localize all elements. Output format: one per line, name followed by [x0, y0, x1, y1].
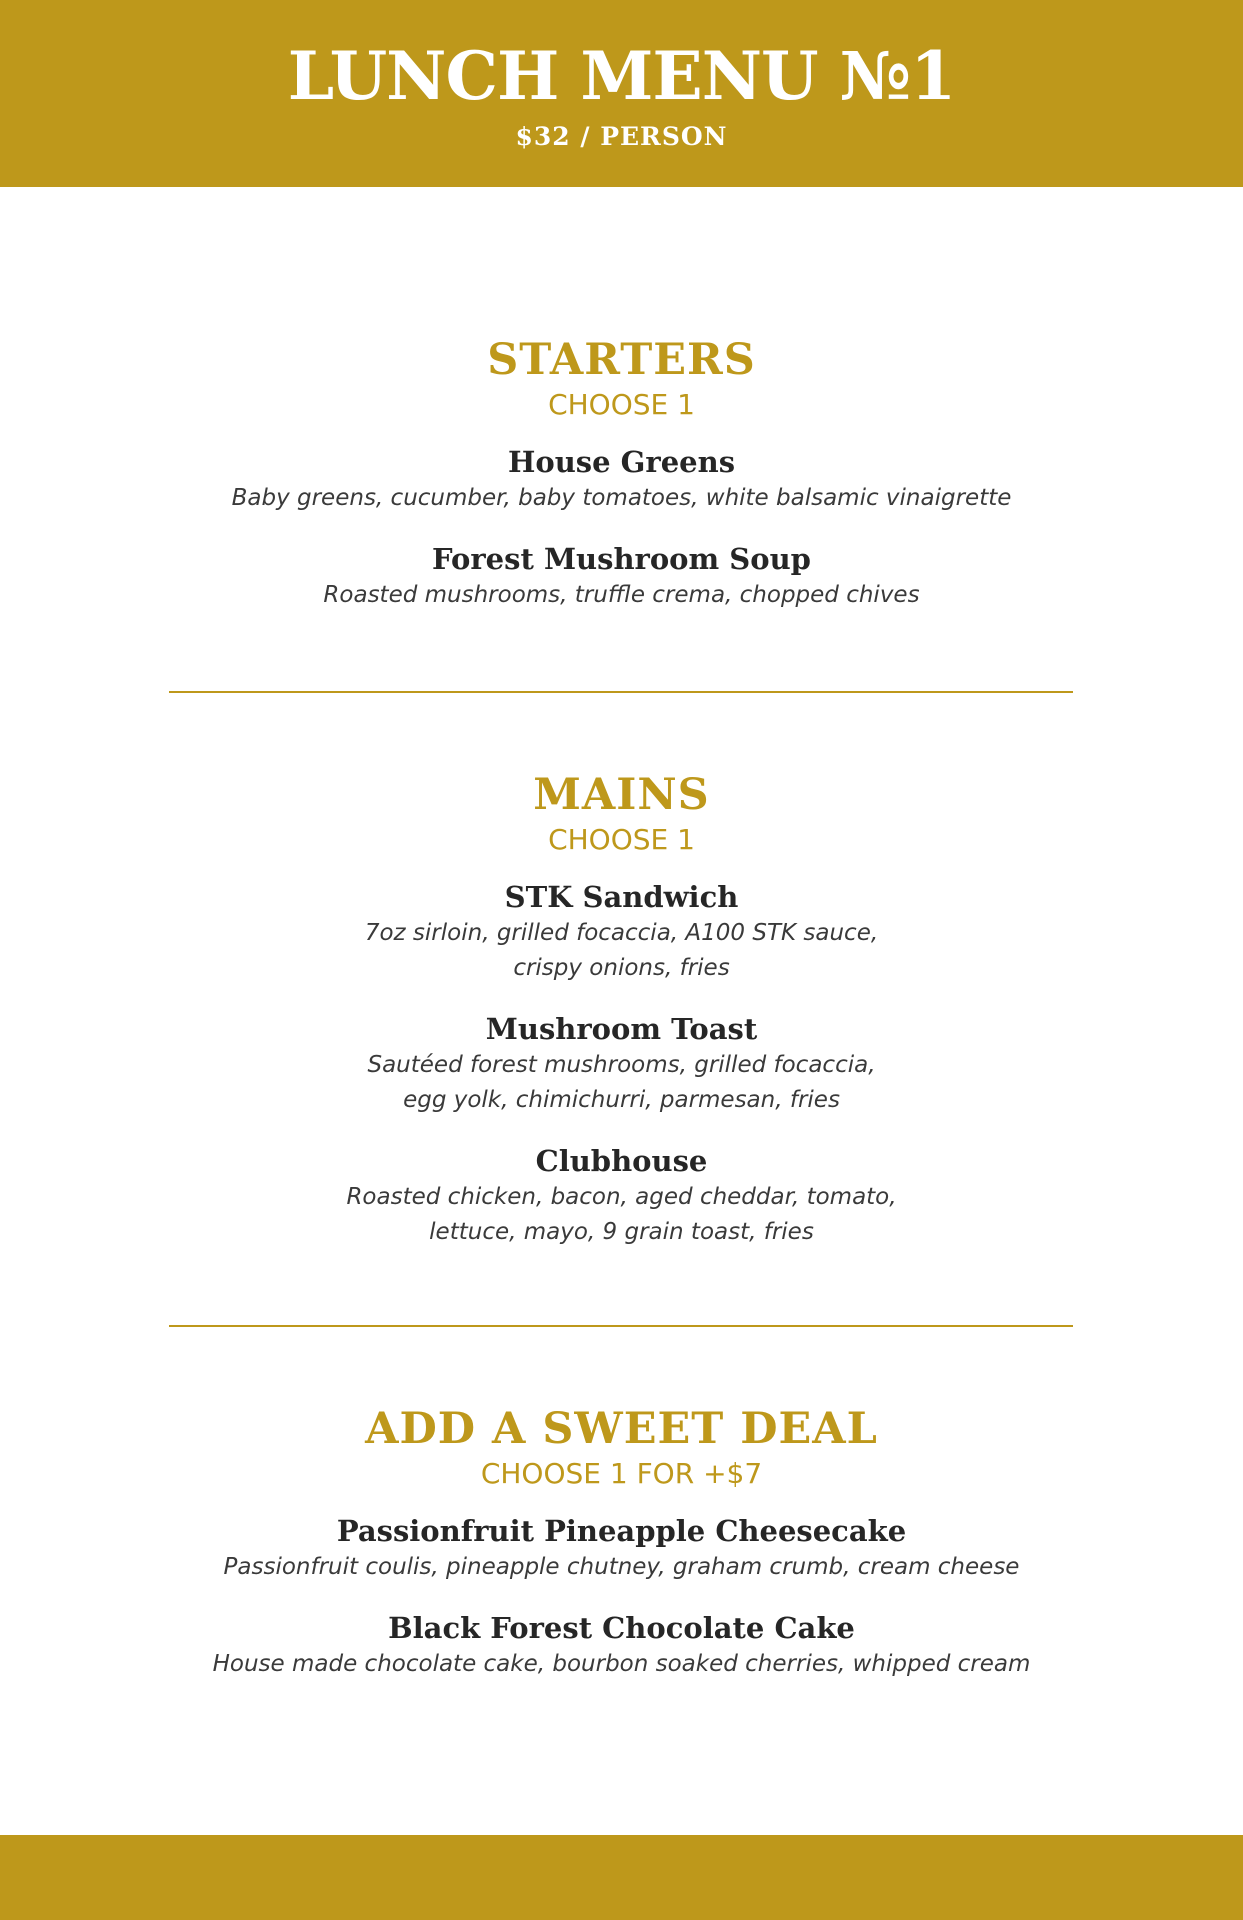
- item-name: Forest Mushroom Soup: [432, 542, 811, 576]
- menu-item: [0, 1010, 1243, 1118]
- item-name: Clubhouse: [535, 1144, 708, 1178]
- menu-item: [0, 540, 1243, 613]
- menu-title: LUNCH MENU №1: [287, 37, 956, 115]
- item-description: 7oz sirloin, grilled focaccia, A100 STK sauce, crispy onions, fries: [364, 920, 879, 981]
- starters-item-list: [0, 443, 1243, 613]
- item-description: Sautéed forest mushrooms, grilled focaccia, egg yolk, chimichurri, parmesan, fries: [367, 1052, 876, 1113]
- menu-price: $32 / PERSON: [515, 122, 728, 151]
- header-banner: [0, 0, 1243, 187]
- menu-item: [0, 443, 1243, 516]
- item-description: Roasted mushrooms, truffle crema, chopped chives: [323, 582, 920, 608]
- menu-item: [0, 878, 1243, 986]
- section-subtitle-mains: CHOOSE 1: [548, 823, 695, 856]
- section-desserts: [0, 1402, 1243, 1706]
- section-title-desserts: ADD A SWEET DEAL: [365, 1404, 878, 1454]
- section-divider: [169, 1325, 1073, 1327]
- item-name: Passionfruit Pineapple Cheesecake: [336, 1514, 907, 1548]
- section-mains: [0, 768, 1243, 1274]
- section-title-starters: STARTERS: [487, 335, 756, 385]
- section-subtitle-desserts: CHOOSE 1 FOR +$7: [480, 1457, 763, 1490]
- menu-item: [0, 1142, 1243, 1250]
- section-subtitle-starters: CHOOSE 1: [548, 388, 695, 421]
- menu-item: [0, 1512, 1243, 1585]
- section-title-mains: MAINS: [533, 770, 710, 820]
- item-description: Baby greens, cucumber, baby tomatoes, white balsamic vinaigrette: [231, 485, 1012, 511]
- item-description: Passionfruit coulis, pineapple chutney, graham crumb, cream cheese: [223, 1554, 1020, 1580]
- item-description: House made chocolate cake, bourbon soaked cherries, whipped cream: [212, 1651, 1031, 1677]
- item-description: Roasted chicken, bacon, aged cheddar, tomato, lettuce, mayo, 9 grain toast, fries: [346, 1184, 897, 1245]
- section-divider: [169, 691, 1073, 693]
- item-name: Black Forest Chocolate Cake: [388, 1611, 855, 1645]
- item-name: House Greens: [507, 445, 736, 479]
- footer-banner: [0, 1835, 1243, 1920]
- menu-item: [0, 1609, 1243, 1682]
- section-starters: [0, 333, 1243, 637]
- item-name: Mushroom Toast: [485, 1012, 758, 1046]
- desserts-item-list: [0, 1512, 1243, 1682]
- item-name: STK Sandwich: [504, 880, 739, 914]
- mains-item-list: [0, 878, 1243, 1250]
